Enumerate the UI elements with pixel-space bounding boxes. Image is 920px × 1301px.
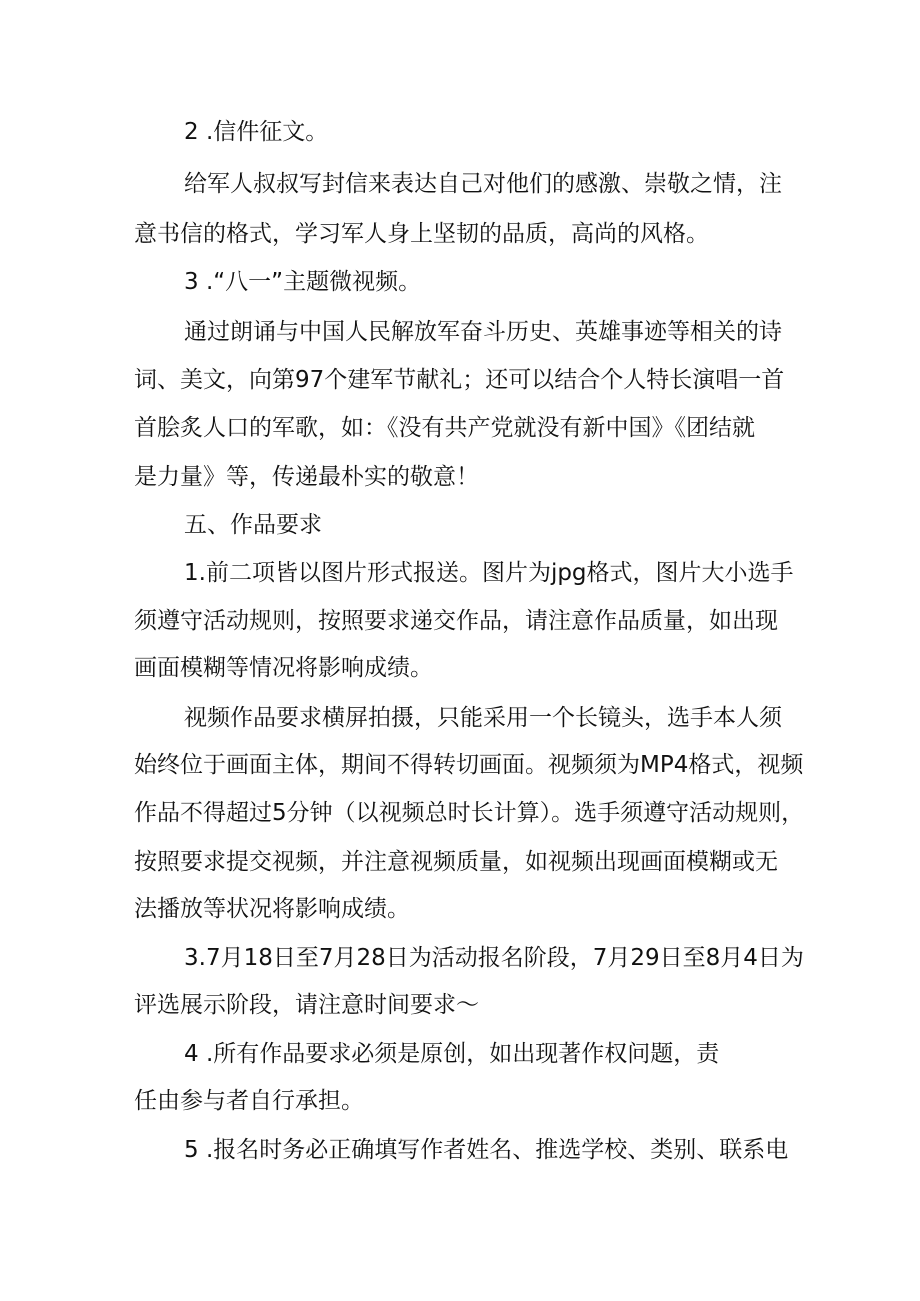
- paragraph-line: 是力量》等，传递最朴实的敬意！: [134, 464, 479, 490]
- paragraph-line: 4 .所有作品要求必须是原创，如出现著作权问题，责: [184, 1041, 720, 1067]
- paragraph-line: 法播放等状况将影响成绩。: [134, 896, 410, 922]
- paragraph-line: 作品不得超过5分钟（以视频总时长计算）。选手须遵守活动规则，: [134, 800, 805, 826]
- paragraph-line: 给军人叔叔写封信来表达自己对他们的感激、崇敬之情，注: [184, 171, 782, 197]
- heading-letter-essay: 2 .信件征文。: [184, 119, 329, 145]
- paragraph-line: 视频作品要求横屏拍摄，只能采用一个长镜头，选手本人须: [184, 705, 782, 731]
- section-heading-requirements: 五、作品要求: [184, 512, 322, 538]
- paragraph-line: 首脍炙人口的军歌，如：《没有共产党就没有新中国》《团结就: [134, 415, 755, 441]
- paragraph-line: 5 .报名时务必正确填写作者姓名、推选学校、类别、联系电: [184, 1137, 789, 1163]
- paragraph-line: 意书信的格式，学习军人身上坚韧的品质，高尚的风格。: [134, 221, 709, 247]
- paragraph-line: 任由参与者自行承担。: [134, 1088, 364, 1114]
- paragraph-line: 须遵守活动规则，按照要求递交作品，请注意作品质量，如出现: [134, 608, 778, 634]
- paragraph-line: 词、美文，向第97个建军节献礼；还可以结合个人特长演唱一首: [134, 367, 785, 393]
- paragraph-line: 始终位于画面主体，期间不得转切画面。视频须为MP4格式，视频: [134, 752, 804, 778]
- paragraph-line: 画面模糊等情况将影响成绩。: [134, 655, 433, 681]
- paragraph-line: 3.7月18日至7月28日为活动报名阶段，7月29日至8月4日为: [184, 945, 804, 971]
- paragraph-line: 通过朗诵与中国人民解放军奋斗历史、英雄事迹等相关的诗: [184, 319, 782, 345]
- heading-micro-video: 3 .“八一”主题微视频。: [184, 269, 422, 295]
- paragraph-line: 评选展示阶段，请注意时间要求〜: [134, 992, 479, 1018]
- paragraph-line: 1.前二项皆以图片形式报送。图片为jpg格式，图片大小选手: [184, 560, 794, 586]
- paragraph-line: 按照要求提交视频，并注意视频质量，如视频出现画面模糊或无: [134, 849, 778, 875]
